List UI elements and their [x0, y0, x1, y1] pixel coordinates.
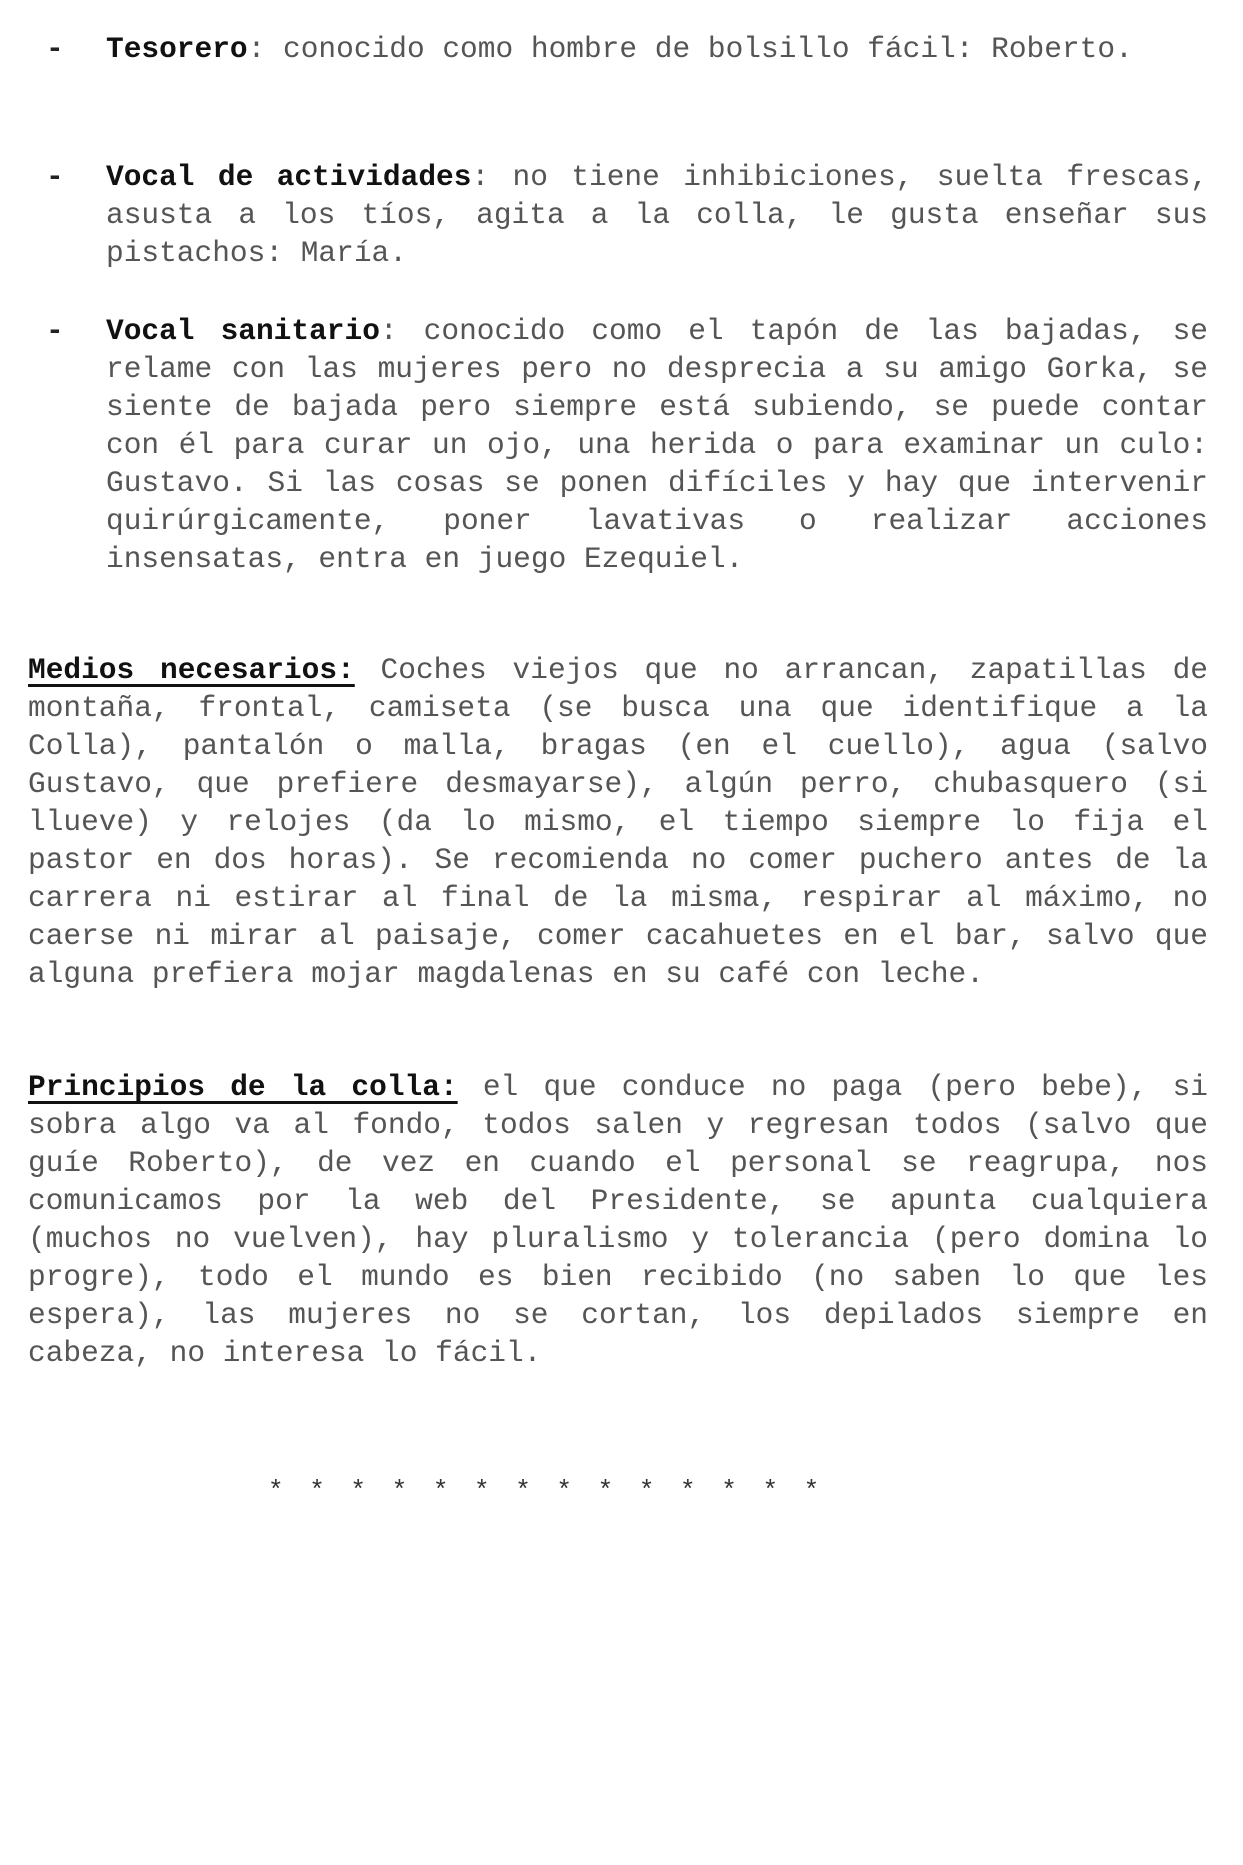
section-heading: Principios de la colla: — [28, 1070, 458, 1104]
section-principios-colla — [28, 1068, 1208, 1372]
bullet-body — [106, 312, 1208, 578]
section-text: el que conduce no paga (pero bebe), si sobra algo va al fondo, todos salen y regresan todos (salvo que guíe Roberto), de vez en cuando el personal se reagrupa, nos comunicamos por la web del Presidente, se apunta cualquiera (muchos no vuelven), hay pluralismo y tolerancia (pero domina lo progre), todo el mundo es bien recibido (no saben lo que les espera), las mujeres no se cortan, los depilados siempre en cabeza, no interesa lo fácil. — [28, 1070, 1209, 1370]
asterisk-separator: * * * * * * * * * * * * * * — [268, 1476, 820, 1506]
bullet-body — [106, 30, 1208, 68]
bullet-dash: - — [46, 314, 64, 348]
bullet-text: : conocido como hombre de bolsillo fácil: Roberto. — [247, 32, 1133, 66]
section-medios-necesarios — [28, 651, 1208, 993]
bullet-dash: - — [46, 160, 64, 194]
bullet-body — [106, 158, 1208, 272]
bullet-dash: - — [46, 32, 64, 66]
bullet-text: : conocido como el tapón de las bajadas, se relame con las mujeres pero no desprecia a su amigo Gorka, se siente de bajada pero siempre está subiendo, se puede contar con él para curar un ojo, una herida o para examinar un culo: Gustavo. Si las cosas se ponen difíciles y hay que intervenir quirúrgicamente, poner lavativas o realizar acciones insensatas, entra en juego Ezequiel. — [106, 314, 1208, 576]
section-heading: Medios necesarios: — [28, 653, 355, 687]
bullet-term: Tesorero — [106, 32, 248, 66]
bullet-term: Vocal de actividades — [106, 160, 472, 194]
bullet-text: : no tiene inhibiciones, suelta frescas, asusta a los tíos, agita a la colla, le gusta enseñar sus pistachos: María. — [106, 160, 1208, 270]
bullet-term: Vocal sanitario — [106, 314, 380, 348]
section-text: Coches viejos que no arrancan, zapatillas de montaña, frontal, camiseta (se busca una que identifique a la Colla), pantalón o malla, bragas (en el cuello), agua (salvo Gustavo, que prefiere desmayarse), algún perro, chubasquero (si llueve) y relojes (da lo mismo, el tiempo siempre lo fija el pastor en dos horas). Se recomienda no comer puchero antes de la carrera ni estirar al final de la misma, respirar al máximo, no caerse ni mirar al paisaje, comer cacahuetes en el bar, salvo que alguna prefiera mojar magdalenas en su café con leche. — [28, 653, 1208, 991]
